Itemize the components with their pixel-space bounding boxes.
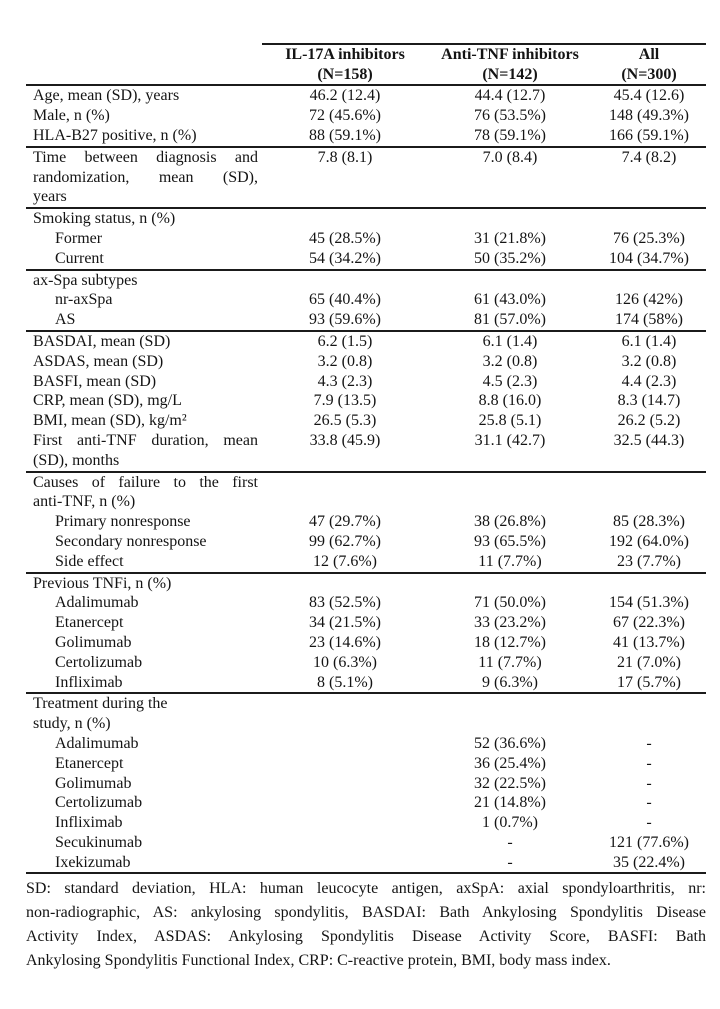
row-label: Former: [55, 229, 103, 247]
column-header-antitnf: [428, 44, 592, 85]
row-previous-golimumab: [26, 633, 706, 653]
cell-antitnf: 25.8 (5.1): [478, 412, 542, 430]
cell-antitnf: 78 (59.1%): [474, 127, 546, 144]
row-label: [26, 431, 262, 472]
cell-all: [592, 573, 706, 594]
cell-antitnf: -: [428, 853, 592, 874]
cell-il17a: [262, 833, 428, 853]
row-time-between-diagnosis: [26, 147, 706, 208]
cell-il17a: 72 (45.6%): [309, 107, 381, 125]
cell-antitnf: 11 (7.7%): [478, 552, 542, 570]
cell-all: 3.2 (0.8): [621, 352, 677, 370]
cell-all: 17 (5.7%): [617, 673, 681, 691]
row-previous-etanercept: [26, 613, 706, 633]
cell-il17a: 34 (21.5%): [309, 614, 381, 632]
row-label: Smoking status, n (%): [26, 208, 262, 229]
cell-all: 41 (13.7%): [613, 633, 685, 651]
row-treatment-golimumab: [26, 774, 706, 794]
row-treatment-infliximab: [26, 813, 706, 833]
row-previous-certolizumab: [26, 653, 706, 673]
row-label: Etanercept: [55, 754, 124, 772]
header-spacer: [26, 44, 262, 85]
row-label: Adalimumab: [55, 734, 139, 752]
cell-all: 121 (77.6%): [609, 833, 689, 851]
row-crp: [26, 391, 706, 411]
cell-all: 7.4 (8.2): [592, 147, 706, 208]
cell-antitnf: 81 (57.0%): [474, 311, 546, 329]
row-age: [26, 85, 706, 106]
cell-all: 76 (25.3%): [613, 229, 685, 247]
row-label: Infliximab: [55, 673, 123, 691]
column-n: (N=158): [317, 65, 373, 83]
cell-all: [592, 208, 706, 229]
label-line: years: [33, 188, 67, 206]
row-smoking-former: [26, 229, 706, 249]
cell-antitnf: [428, 270, 592, 291]
cell-all: 4.4 (2.3): [621, 372, 677, 390]
cell-il17a: 4.3 (2.3): [317, 372, 373, 390]
cell-il17a: [262, 754, 428, 774]
cell-il17a: 23 (14.6%): [309, 633, 381, 651]
row-previous-adalimumab: [26, 593, 706, 613]
cell-antitnf: 21 (14.8%): [474, 794, 546, 812]
row-label: Current: [55, 249, 104, 267]
row-label: [26, 472, 262, 513]
row-side-effect: [26, 552, 706, 573]
row-label: Primary nonresponse: [55, 513, 191, 531]
cell-il17a: 33.8 (45.9): [309, 431, 381, 449]
cell-antitnf: 8.8 (16.0): [478, 392, 542, 410]
cell-il17a: 65 (40.4%): [309, 291, 381, 309]
row-previous-infliximab: [26, 673, 706, 694]
row-label: Age, mean (SD), years: [33, 87, 180, 105]
row-label: Secondary nonresponse: [55, 532, 207, 550]
cell-antitnf: [428, 208, 592, 229]
cell-all: 23 (7.7%): [617, 552, 681, 570]
cell-il17a: [262, 793, 428, 813]
row-label: ASDAS, mean (SD): [33, 352, 164, 370]
cell-il17a: [262, 734, 428, 754]
cell-antitnf: 33 (23.2%): [474, 614, 546, 632]
cell-antitnf: 50 (35.2%): [474, 249, 546, 267]
cell-il17a: 45 (28.5%): [309, 229, 381, 247]
cell-il17a: [262, 472, 428, 513]
cell-il17a: [262, 693, 428, 734]
label-line: First anti-TNF duration, mean: [33, 431, 258, 449]
row-treatment-secukinumab: [26, 833, 706, 853]
label-line: Treatment during the: [33, 695, 168, 713]
cell-il17a: [262, 774, 428, 794]
row-treatment-etanercept: [26, 754, 706, 774]
row-secondary-nonresponse: [26, 532, 706, 552]
label-line: study, n (%): [33, 715, 111, 733]
row-smoking-current: [26, 249, 706, 270]
label-line: anti-TNF, n (%): [33, 493, 136, 511]
row-label: Secukinumab: [55, 833, 143, 851]
cell-antitnf: [428, 472, 592, 513]
label-line: Time between diagnosis and: [33, 148, 258, 166]
row-axspa-subtypes: [26, 270, 706, 291]
cell-antitnf: 1 (0.7%): [482, 814, 538, 832]
row-treatment-during-study: [26, 693, 706, 734]
cell-antitnf: 44.4 (12.7): [474, 87, 546, 105]
row-basfi: [26, 372, 706, 392]
cell-all: [592, 693, 706, 734]
footnote-line: SD: standard deviation, HLA: human leucocyte antigen, axSpA: axial spondyloarthritis, nr:: [26, 880, 706, 897]
row-label: HLA-B27 positive, n (%): [33, 127, 197, 144]
column-title: Anti-TNF inhibitors: [441, 46, 579, 63]
cell-il17a: 99 (62.7%): [309, 532, 381, 550]
cell-il17a: [262, 270, 428, 291]
cell-all: 174 (58%): [615, 311, 683, 329]
cell-il17a: [262, 573, 428, 594]
row-label: nr-axSpa: [55, 291, 113, 309]
row-primary-nonresponse: [26, 512, 706, 532]
header-row: [26, 44, 706, 85]
column-title: All: [638, 46, 660, 63]
cell-antitnf: 61 (43.0%): [474, 291, 546, 309]
cell-il17a: [262, 853, 428, 874]
cell-il17a: 3.2 (0.8): [317, 352, 373, 370]
cell-antitnf: 52 (36.6%): [474, 734, 546, 752]
cell-antitnf: 3.2 (0.8): [482, 352, 538, 370]
cell-antitnf: 31 (21.8%): [474, 229, 546, 247]
row-label: Etanercept: [55, 614, 124, 632]
cell-all: 6.1 (1.4): [592, 331, 706, 352]
column-header-il17a: [262, 44, 428, 85]
row-label: Adalimumab: [55, 594, 139, 612]
label-line: Causes of failure to the first: [33, 473, 258, 491]
row-label: Certolizumab: [55, 794, 143, 812]
cell-all: 35 (22.4%): [592, 853, 706, 874]
cell-antitnf: 18 (12.7%): [474, 633, 546, 651]
row-label: ax-Spa subtypes: [26, 270, 262, 291]
row-causes-of-failure: [26, 472, 706, 513]
cell-antitnf: [428, 573, 592, 594]
row-previous-tnfi: [26, 573, 706, 594]
row-basdai: [26, 331, 706, 352]
cell-il17a: 83 (52.5%): [309, 594, 381, 612]
column-n: (N=300): [621, 65, 677, 83]
cell-all: 126 (42%): [615, 291, 683, 309]
cell-antitnf: 6.1 (1.4): [428, 331, 592, 352]
label-line: (SD), months: [33, 451, 120, 469]
cell-all: 26.2 (5.2): [617, 412, 681, 430]
label-line: randomization, mean (SD),: [33, 168, 258, 186]
cell-all: [592, 472, 706, 513]
cell-antitnf: 76 (53.5%): [474, 107, 546, 125]
cell-antitnf: 36 (25.4%): [474, 754, 546, 772]
cell-antitnf: [428, 693, 592, 734]
cell-all: 104 (34.7%): [609, 249, 689, 267]
row-label: BASDAI, mean (SD): [26, 331, 262, 352]
row-as: [26, 310, 706, 331]
row-bmi: [26, 411, 706, 431]
row-label: AS: [55, 311, 76, 329]
row-label: [26, 693, 262, 734]
cell-il17a: 47 (29.7%): [309, 513, 381, 531]
cell-il17a: 7.8 (8.1): [262, 147, 428, 208]
row-first-anti-tnf-duration: [26, 431, 706, 472]
row-label: [26, 147, 262, 208]
row-label: CRP, mean (SD), mg/L: [33, 392, 182, 410]
row-treatment-adalimumab: [26, 734, 706, 754]
row-label: Golimumab: [55, 774, 132, 792]
cell-il17a: [262, 813, 428, 833]
cell-antitnf: 31.1 (42.7): [474, 431, 546, 449]
cell-antitnf: 9 (6.3%): [482, 673, 538, 691]
cell-antitnf: 7.0 (8.4): [428, 147, 592, 208]
cell-il17a: 10 (6.3%): [313, 653, 377, 671]
cell-all: 192 (64.0%): [609, 532, 689, 550]
footnote-line: Activity Index, ASDAS: Ankylosing Spondylitis Disease Activity Score, BASFI: Bath: [26, 928, 706, 945]
row-label: Ixekizumab: [26, 853, 262, 874]
row-treatment-ixekizumab: [26, 853, 706, 874]
cell-all: -: [646, 774, 652, 792]
cell-il17a: 88 (59.1%): [309, 127, 381, 144]
cell-all: [592, 270, 706, 291]
cell-antitnf: 32 (22.5%): [474, 774, 546, 792]
column-n: (N=142): [482, 65, 538, 83]
cell-il17a: 26.5 (5.3): [313, 412, 377, 430]
row-label: BASFI, mean (SD): [33, 372, 157, 390]
cell-il17a: 6.2 (1.5): [262, 331, 428, 352]
row-label: Infliximab: [55, 814, 123, 832]
cell-all: -: [646, 794, 652, 812]
cell-il17a: 46.2 (12.4): [309, 87, 381, 105]
cell-il17a: 54 (34.2%): [309, 249, 381, 267]
cell-all: 32.5 (44.3): [613, 431, 685, 449]
row-nr-axspa: [26, 290, 706, 310]
column-title: IL-17A inhibitors: [285, 46, 405, 63]
footnote-line: Ankylosing Spondylitis Functional Index, CRP: C-reactive protein, BMI, body mass index.: [26, 952, 611, 969]
row-label: Previous TNFi, n (%): [26, 573, 262, 594]
cell-antitnf: 38 (26.8%): [474, 513, 546, 531]
cell-all: 21 (7.0%): [617, 653, 681, 671]
row-label: Side effect: [55, 552, 124, 570]
cell-antitnf: 4.5 (2.3): [482, 372, 538, 390]
row-label: BMI, mean (SD), kg/m²: [33, 412, 187, 430]
cell-il17a: [262, 208, 428, 229]
row-label: Male, n (%): [33, 107, 110, 125]
row-treatment-certolizumab: [26, 793, 706, 813]
cell-antitnf: -: [507, 833, 513, 851]
cell-all: 8.3 (14.7): [617, 392, 681, 410]
column-header-all: [592, 44, 706, 85]
row-male: [26, 106, 706, 126]
row-label: Golimumab: [55, 633, 132, 651]
cell-all: 85 (28.3%): [613, 513, 685, 531]
cell-il17a: 93 (59.6%): [309, 311, 381, 329]
cell-all: -: [646, 754, 652, 772]
cell-antitnf: 93 (65.5%): [474, 532, 546, 550]
baseline-characteristics-table: [26, 43, 706, 874]
row-asdas: [26, 352, 706, 372]
cell-all: 148 (49.3%): [609, 107, 689, 125]
row-hla-b27: [26, 126, 706, 147]
cell-antitnf: 11 (7.7%): [478, 653, 542, 671]
cell-all: -: [646, 734, 652, 752]
cell-all: 67 (22.3%): [613, 614, 685, 632]
cell-all: -: [646, 814, 652, 832]
cell-il17a: 8 (5.1%): [317, 673, 373, 691]
row-smoking-status: [26, 208, 706, 229]
cell-all: 45.4 (12.6): [613, 87, 685, 105]
cell-all: 166 (59.1%): [609, 127, 689, 144]
row-label: Certolizumab: [55, 653, 143, 671]
cell-il17a: 12 (7.6%): [313, 552, 377, 570]
cell-all: 154 (51.3%): [609, 594, 689, 612]
cell-antitnf: 71 (50.0%): [474, 594, 546, 612]
cell-il17a: 7.9 (13.5): [313, 392, 377, 410]
abbreviations-footnote: [26, 877, 706, 973]
footnote-line: non-radiographic, AS: ankylosing spondylitis, BASDAI: Bath Ankylosing Spondylitis Disease: [26, 904, 706, 921]
